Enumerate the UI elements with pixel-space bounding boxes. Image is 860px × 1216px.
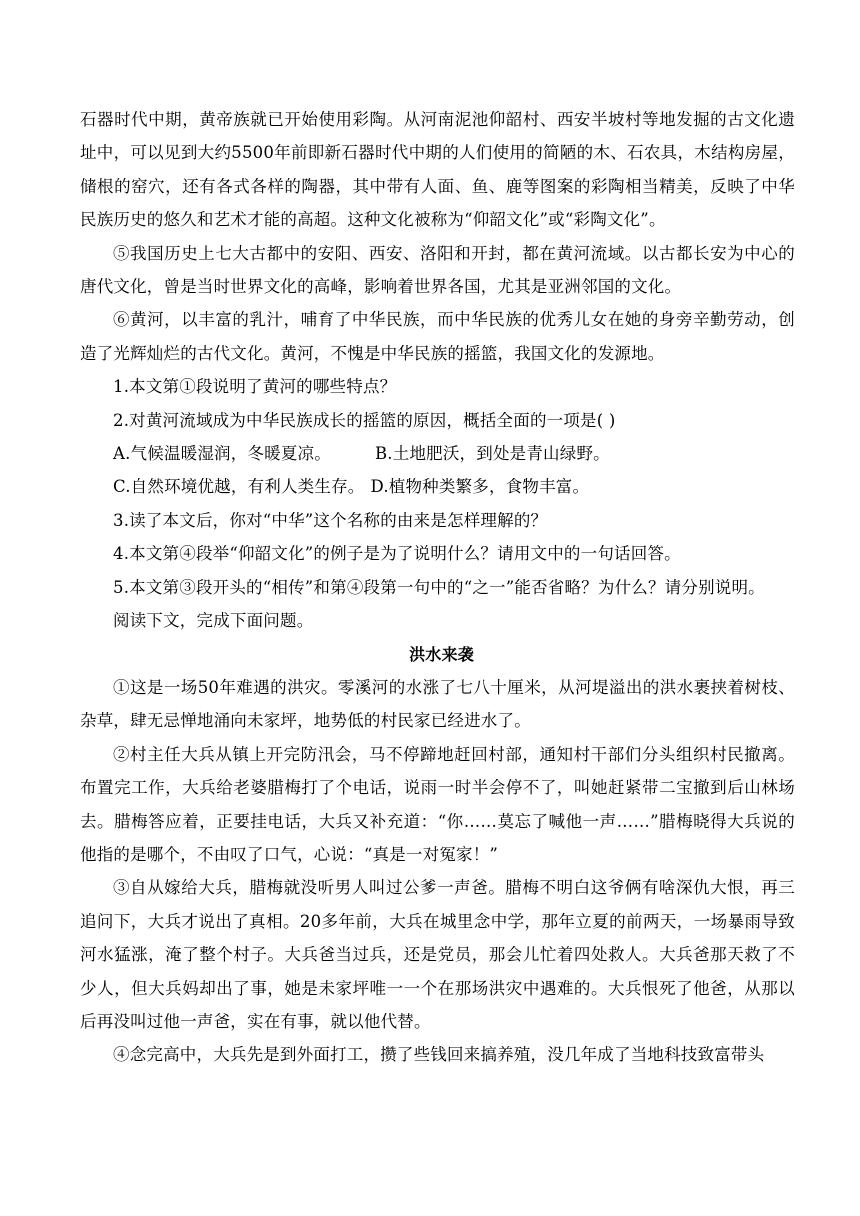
question-2-options-row-2 xyxy=(80,470,795,503)
option-c: C.自然环境优越，有利人类生存。 xyxy=(113,477,365,497)
passage2-title: 洪水来袭 xyxy=(409,644,474,664)
question-1: 1.本文第①段说明了黄河的哪些特点？ xyxy=(113,377,397,397)
passage2-paragraph-1: ①这是一场50年难遇的洪灾。零溪河的水涨了七八十厘米，从河堤溢出的洪水裹挟着树枝、杂草，肆无忌惮地涌向未家坪，地势低的村民家已经进水了。 xyxy=(80,677,795,731)
option-d: D.植物种类繁多，食物丰富。 xyxy=(370,477,590,497)
reading-instruction: 阅读下文，完成下面问题。 xyxy=(113,611,314,631)
question-5: 5.本文第③段开头的“相传”和第④段第一句中的“之一”能否省略？为什么？请分别说明。 xyxy=(113,577,765,597)
passage1-paragraph-6: ⑥黄河，以丰富的乳汁，哺育了中华民族，而中华民族的优秀儿女在她的身旁辛勤劳动，创造了光辉灿烂的古代文化。黄河，不愧是中华民族的摇篮，我国文化的发源地。 xyxy=(80,310,795,363)
question-2: 2.对黄河流域成为中华民族成长的摇篮的原因，概括全面的一项是( ) xyxy=(113,410,616,430)
document-body xyxy=(80,103,795,1072)
passage2-paragraph-3: ③自从嫁给大兵，腊梅就没听男人叫过公爹一声爸。腊梅不明白这爷俩有啥深仇大恨，再三追问下，大兵才说出了真相。20多年前，大兵在城里念中学，那年立夏的前两天，一场暴雨导致河水猛涨，淹了整个村子。大兵爸当过兵，还是党员，那会儿忙着四处救人。大兵爸那天救了不少人，但大兵妈却出了事，她是未家坪唯一一个在那场洪灾中遇难的。大兵恨死了他爸，从那以后再没叫过他一声爸，实在有事，就以他代替。 xyxy=(80,878,795,1031)
question-3: 3.读了本文后，你对“中华”这个名称的由来是怎样理解的？ xyxy=(113,510,548,530)
option-b: B.土地肥沃，到处是青山绿野。 xyxy=(374,444,610,464)
option-a: A.气候温暖湿润，冬暖夏凉。 xyxy=(113,444,331,464)
passage2-paragraph-2: ②村主任大兵从镇上开完防汛会，马不停蹄地赶回村部，通知村干部们分头组织村民撤离。布置完工作，大兵给老婆腊梅打了个电话，说雨一时半会停不了，叫她赶紧带二宝撤到后山林场去。腊梅答应着，正要挂电话，大兵又补充道：“你……莫忘了喊他一声……”腊梅晓得大兵说的他指的是哪个，不由叹了口气，心说：“真是一对冤家！” xyxy=(80,744,795,864)
question-2-options-row-1 xyxy=(80,437,795,470)
passage1-paragraph-5: ⑤我国历史上七大古都中的安阳、西安、洛阳和开封，都在黄河流域。以古都长安为中心的唐代文化，曾是当时世界文化的高峰，影响着世界各国，尤其是亚洲邻国的文化。 xyxy=(80,243,795,297)
passage2-paragraph-4: ④念完高中，大兵先是到外面打工，攒了些钱回来搞养殖，没几年成了当地科技致富带头 xyxy=(113,1045,765,1065)
passage1-continued-paragraph: 石器时代中期，黄帝族就已开始使用彩陶。从河南泥池仰韶村、西安半坡村等地发掘的古文化遗址中，可以见到大约5500年前即新石器时代中期的人们使用的简陋的木、石农具，木结构房屋，储根的窑穴，还有各式各样的陶器，其中带有人面、鱼、鹿等图案的彩陶相当精美，反映了中华民族历史的悠久和艺术才能的高超。这种文化被称为“仰韶文化”或“彩陶文化”。 xyxy=(80,110,795,230)
question-4: 4.本文第④段举“仰韶文化”的例子是为了说明什么？请用文中的一句话回答。 xyxy=(113,544,681,564)
